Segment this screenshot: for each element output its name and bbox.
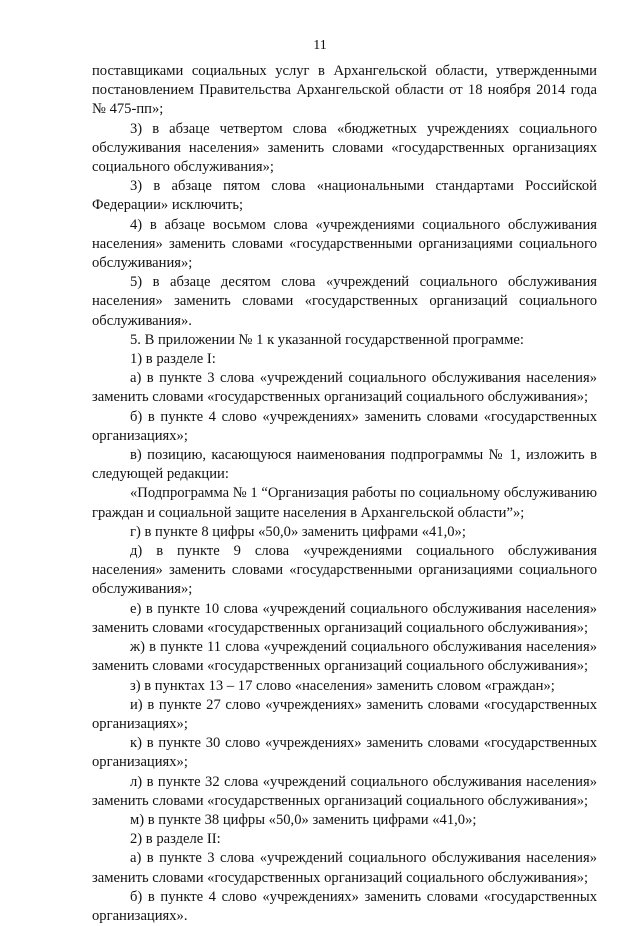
document-body <box>92 62 597 926</box>
paragraph: 1) в разделе I: <box>130 351 216 368</box>
paragraph: 5) в абзаце десятом слова «учреждений социального обслуживания населения» заменить словами «государственных организаций социального обслуживания». <box>92 274 597 329</box>
paragraph: м) в пункте 38 цифры «50,0» заменить цифрами «41,0»; <box>130 811 477 828</box>
paragraph: и) в пункте 27 слово «учреждениях» заменить словами «государственных организациях»; <box>92 696 597 732</box>
paragraph: б) в пункте 4 слово «учреждениях» заменить словами «государственных организациях»; <box>92 408 597 444</box>
paragraph: 3) в абзаце пятом слова «национальными стандартами Российской Федерации» исключить; <box>92 178 597 214</box>
paragraph: 5. В приложении № 1 к указанной государственной программе: <box>130 331 524 348</box>
paragraph: поставщиками социальных услуг в Архангельской области, утвержденными постановлением Правительства Архангельской области от 18 ноября 2014 года № 475-пп»; <box>92 63 597 118</box>
paragraph: е) в пункте 10 слова «учреждений социального обслуживания населения» заменить словами «государственных организаций социального обслуживания»; <box>92 600 597 636</box>
paragraph: 3) в абзаце четвертом слова «бюджетных учреждениях социального обслуживания населения» заменить словами «государственных организациях социального обслуживания»; <box>92 120 597 176</box>
paragraph: д) в пункте 9 слова «учреждениями социального обслуживания населения» заменить словами «государственными организациями социального обслуживания»; <box>92 543 597 598</box>
paragraph: ж) в пункте 11 слова «учреждений социального обслуживания населения» заменить словами «государственных организаций социального обслуживания»; <box>92 639 597 675</box>
paragraph: 2) в разделе II: <box>130 831 221 848</box>
paragraph: л) в пункте 32 слова «учреждений социального обслуживания населения» заменить словами «государственных организаций социального обслуживания»; <box>92 773 597 809</box>
paragraph: «Подпрограмма № 1 “Организация работы по социальному обслуживанию граждан и социальной защите населения в Архангельской области”»; <box>92 485 597 521</box>
paragraph: б) в пункте 4 слово «учреждениях» заменить словами «государственных организациях». <box>92 888 597 924</box>
paragraph: в) позицию, касающуюся наименования подпрограммы № 1, изложить в следующей редакции: <box>92 447 597 483</box>
paragraph: а) в пункте 3 слова «учреждений социального обслуживания населения» заменить словами «государственных организаций социального обслуживания»; <box>92 370 597 406</box>
paragraph: г) в пункте 8 цифры «50,0» заменить цифрами «41,0»; <box>130 523 466 540</box>
page-number: 11 <box>313 38 327 53</box>
paragraph: з) в пунктах 13 – 17 слово «населения» заменить словом «граждан»; <box>130 677 555 694</box>
paragraph: а) в пункте 3 слова «учреждений социального обслуживания населения» заменить словами «государственных организаций социального обслуживания»; <box>92 850 597 886</box>
paragraph: к) в пункте 30 слово «учреждениях» заменить словами «государственных организациях»; <box>92 735 597 771</box>
paragraph: 4) в абзаце восьмом слова «учреждениями социального обслуживания населения» заменить словами «государственными организациями социального обслуживания»; <box>92 216 597 272</box>
